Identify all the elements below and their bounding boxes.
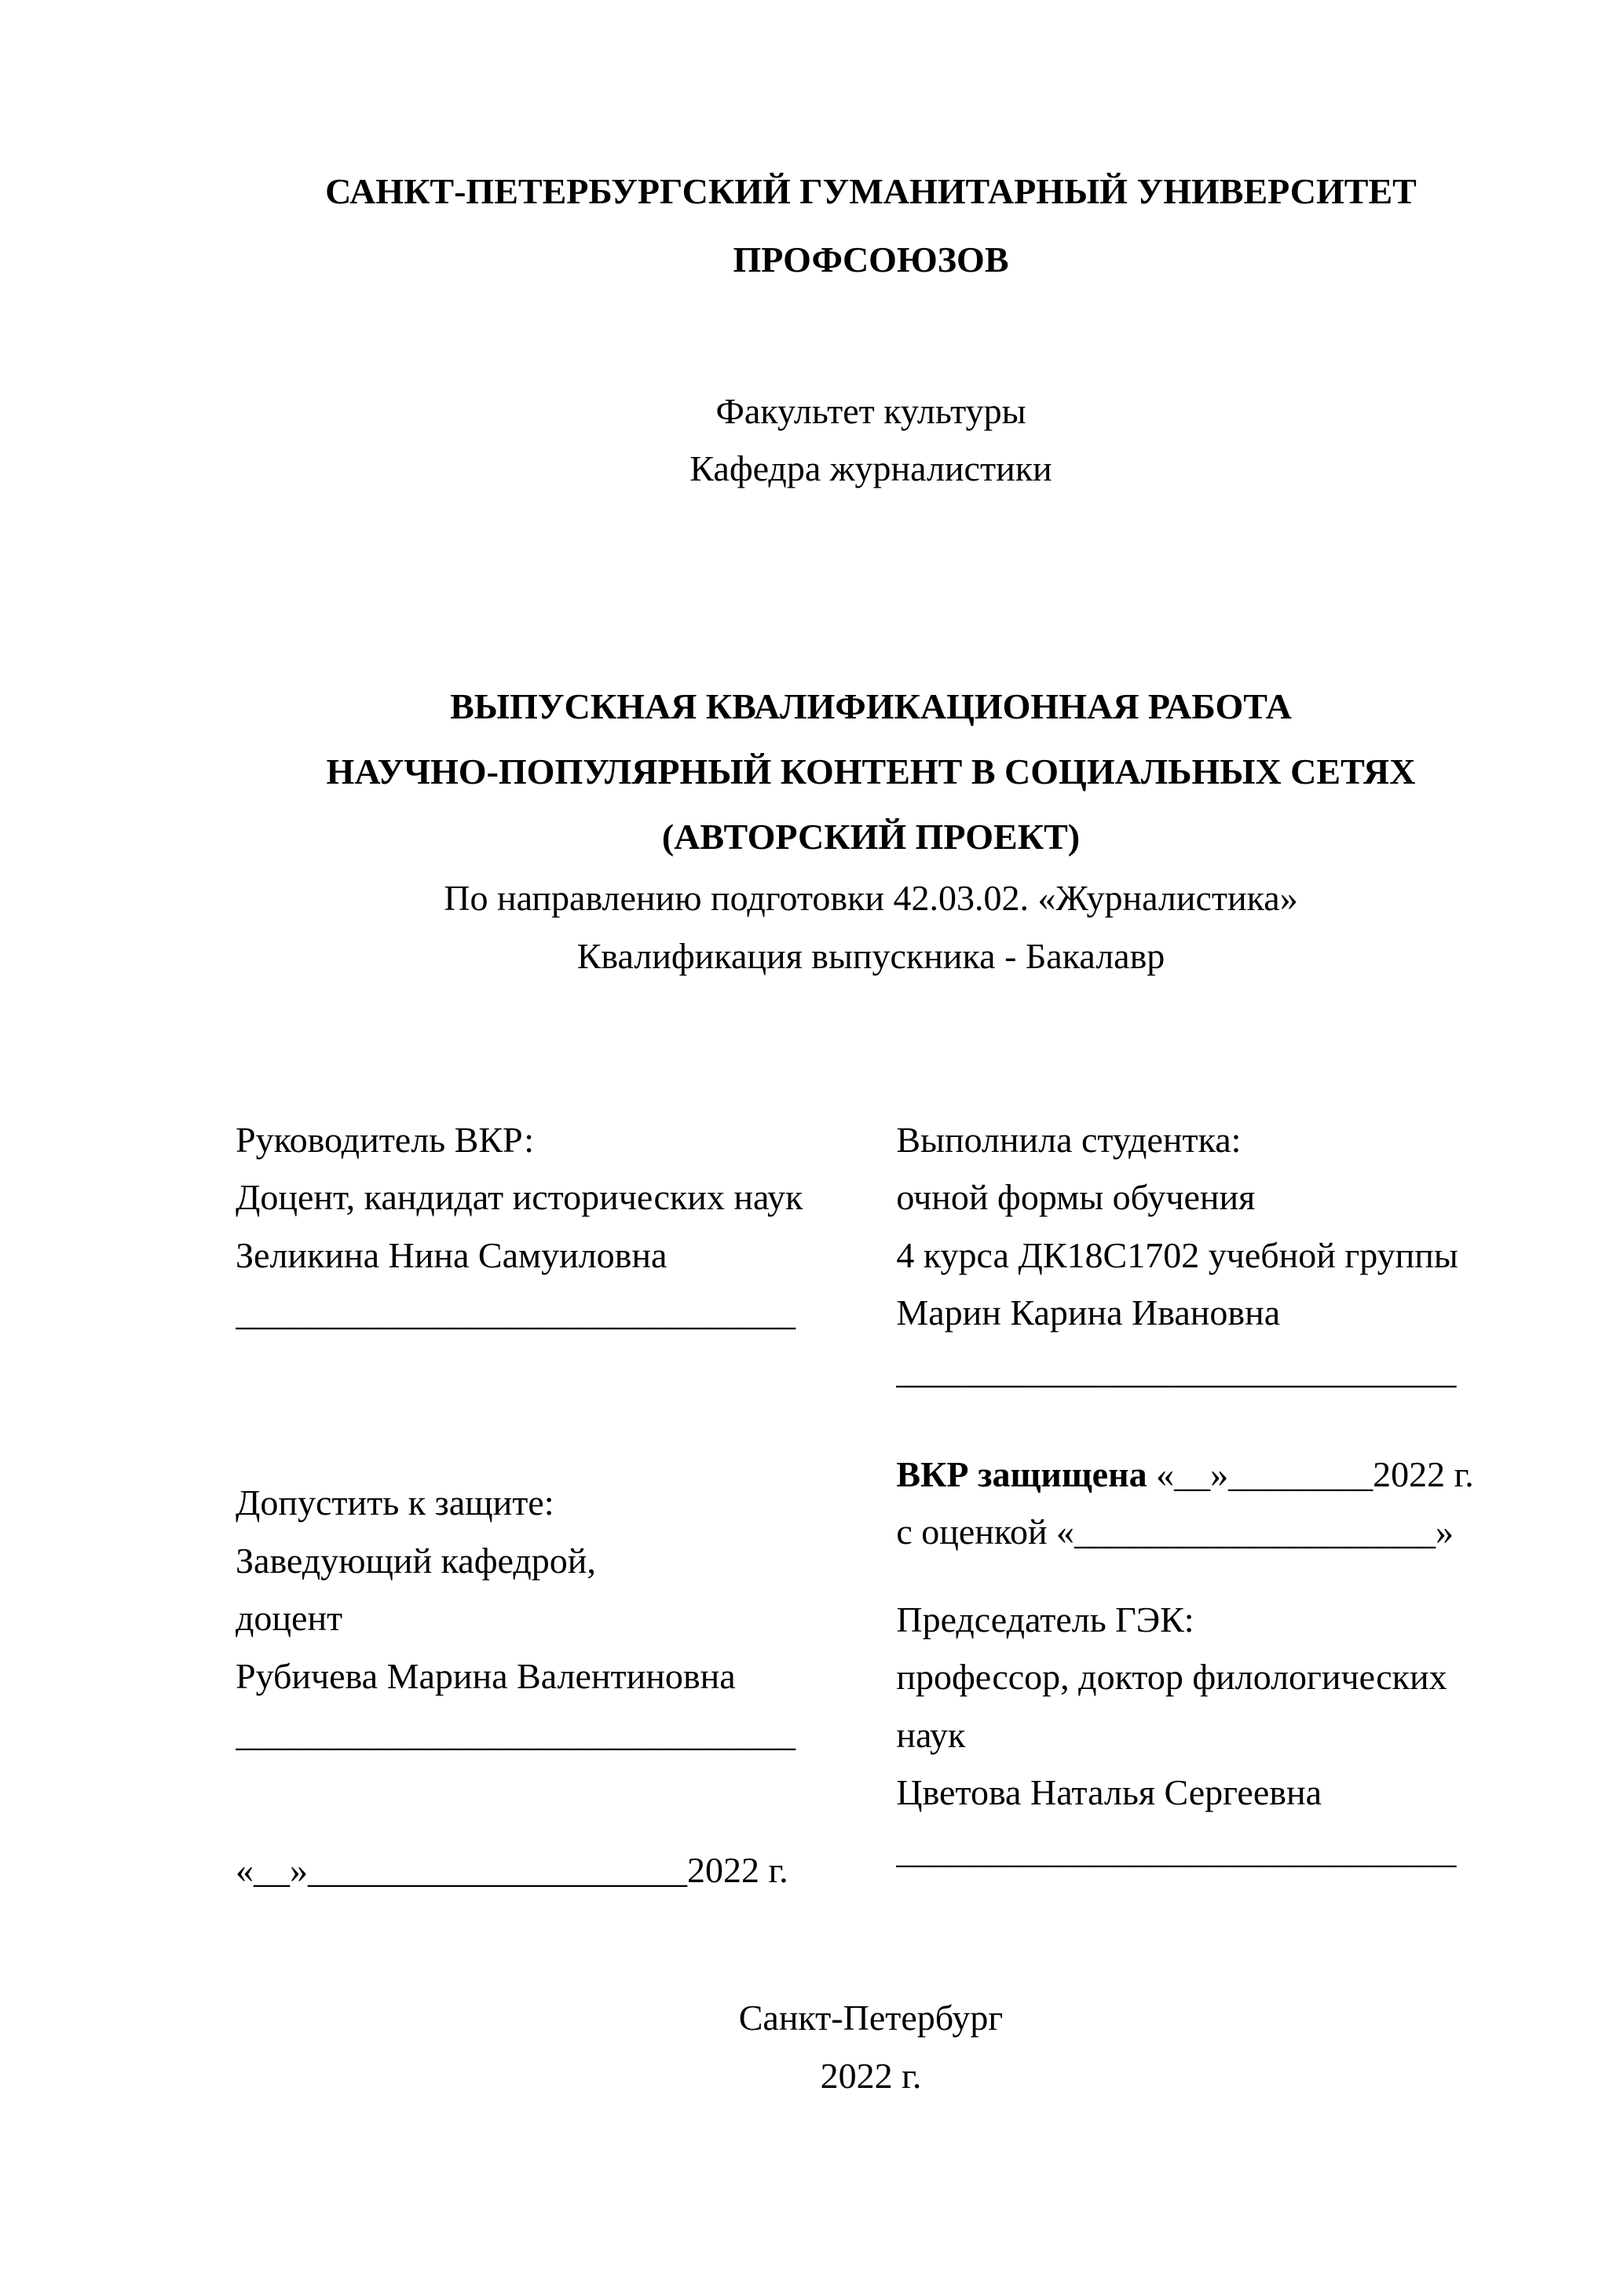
student-mode: очной формы обучения (896, 1177, 1256, 1218)
footer-city: Санкт-Петербург (738, 1998, 1004, 2038)
admission-label: Допустить к защите: (236, 1482, 554, 1523)
program-line: По направлению подготовки 42.03.02. «Журналистика» (444, 878, 1298, 919)
right-signature-column (896, 1111, 1506, 1899)
chairman-name: Цветова Наталья Сергеевна (896, 1772, 1322, 1813)
faculty-block (236, 382, 1506, 498)
student-group: 4 курса ДК18С1702 учебной группы (896, 1234, 1458, 1275)
chairman-position: профессор, доктор филологических наук (896, 1657, 1447, 1755)
supervisor-name: Зеликина Нина Самуиловна (236, 1234, 668, 1275)
student-signature-line: _______________________________ (896, 1350, 1457, 1391)
admission-date-line: «__»_____________________2022 г. (236, 1849, 788, 1890)
admission-position-line2: доцент (236, 1598, 343, 1639)
admission-position-line1: Заведующий кафедрой, (236, 1540, 596, 1581)
student-label: Выполнила студентка: (896, 1119, 1242, 1160)
university-name-line1: САНКТ-ПЕТЕРБУРГСКИЙ ГУМАНИТАРНЫЙ УНИВЕРСИТЕТ (325, 171, 1417, 211)
footer-block (236, 1989, 1506, 2104)
footer-year: 2022 г. (820, 2056, 922, 2097)
student-name: Марин Карина Ивановна (896, 1292, 1281, 1333)
supervisor-label: Руководитель ВКР: (236, 1119, 535, 1160)
supervisor-signature-line: _______________________________ (236, 1292, 796, 1333)
qualification-line: Квалификация выпускника - Бакалавр (576, 935, 1165, 976)
admission-signature-line: _______________________________ (236, 1713, 796, 1754)
university-header (236, 157, 1506, 294)
chairman-label: Председатель ГЭК: (896, 1599, 1194, 1640)
grade-line: с оценкой «____________________» (896, 1512, 1454, 1552)
admission-name: Рубичева Марина Валентиновна (236, 1655, 736, 1696)
work-type-heading: ВЫПУСКНАЯ КВАЛИФИКАЦИОННАЯ РАБОТА (450, 686, 1292, 726)
university-name-line2: ПРОФСОЮЗОВ (733, 239, 1009, 280)
supervisor-position: Доцент, кандидат исторических наук (236, 1177, 803, 1218)
title-block (236, 675, 1506, 985)
left-signature-column (236, 1111, 896, 1899)
work-title-heading: НАУЧНО-ПОПУЛЯРНЫЙ КОНТЕНТ В СОЦИАЛЬНЫХ СЕТЯХ (326, 751, 1416, 792)
chairman-signature-line: _______________________________ (896, 1830, 1457, 1871)
defense-date-line (896, 1446, 1506, 1504)
work-subtitle-heading: (АВТОРСКИЙ ПРОЕКТ) (661, 816, 1081, 857)
signature-section (236, 1111, 1506, 1899)
defense-date-label: ВКР защищена (896, 1453, 1147, 1494)
faculty-name: Факультет культуры (715, 390, 1026, 431)
department-name: Кафедра журналистики (689, 448, 1052, 489)
defense-date-rest: «__»________2022 г. (1147, 1453, 1474, 1494)
